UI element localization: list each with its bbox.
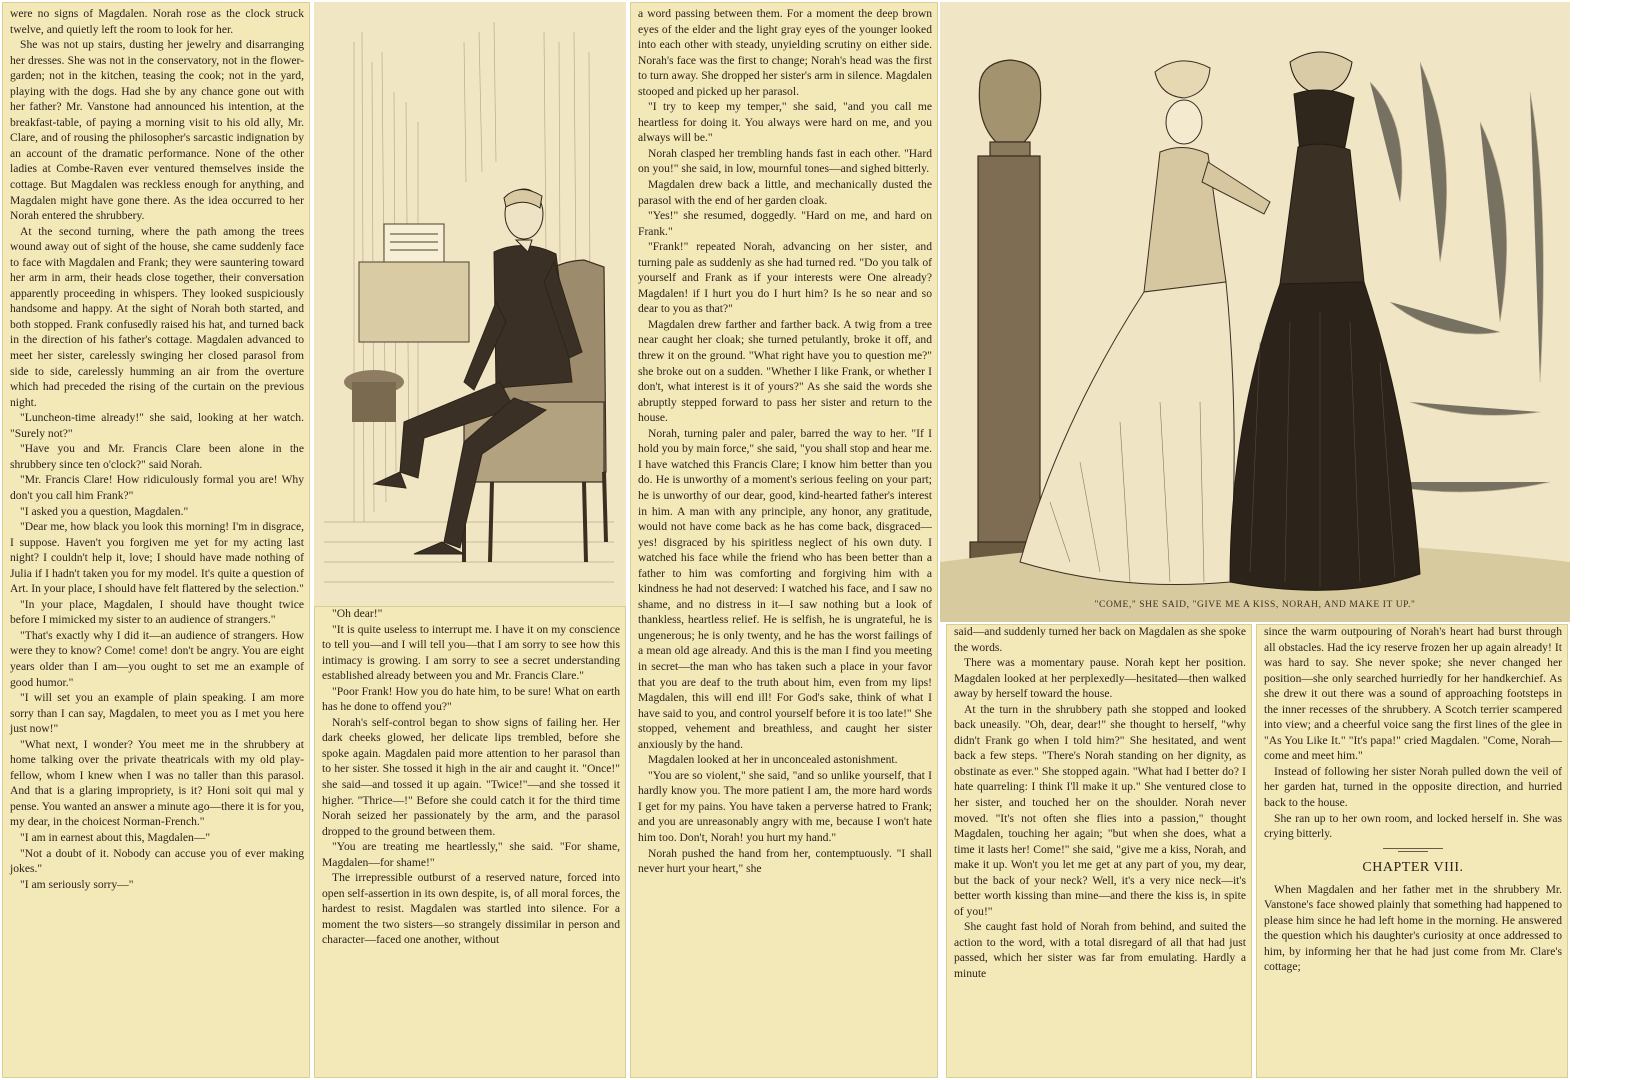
paragraph: At the turn in the shrubbery path she stopped and looked back uneasily. "Oh, dear, dear!" she thought to herself, "why didn't Frank go when I told him?" She hesitated, and went back a few steps. "There's Norah standing on her dignity, as obstinate as ever." She stopped again. "What had I better do? I hate quarreling: I think I'll make it up." She ventured close to her sister, and touched her on the shoulder. Norah never moved. "It's not often she flies into a passion," thought Magdalen, touching her again; "but when she does, what a time it lasts her! Come!" she said, "give me a kiss, Norah, and make it up. Won't you let me get at any part of you, my dear, but the back of your neck? Well, it's a very nice neck—it's better worth kissing than mine—and there the kiss is, in spite of you!" <box>954 702 1246 918</box>
paragraph: Magdalen drew back a little, and mechanically dusted the parasol with the end of her garden cloak. <box>638 178 932 207</box>
paragraph: "I am in earnest about this, Magdalen—" <box>20 830 211 844</box>
paragraph: a word passing between them. For a moment the deep brown eyes of the elder and the light gray eyes of the younger looked into each other with steady, unyielding scrutiny on either side. Norah's face was the first to change; Norah's head was the first to turn away. She dropped her sister's arm in silence. Magdalen stooped and picked up her parasol. <box>638 7 932 98</box>
text-column-5 <box>1256 624 1568 1078</box>
section-rule <box>1383 848 1443 849</box>
text-column-2 <box>314 606 626 1078</box>
paragraph: The irrepressible outburst of a reserved nature, forced into open self-assertion in its own despite, is, of all moral forces, the hardest to resist. Magdalen was startled into silence. For a moment the two sisters—so strangely dissimilar in person and character—faced one another, without <box>322 871 620 947</box>
paragraph: "Yes!" she resumed, doggedly. "Hard on me, and hard on Frank." <box>638 209 932 238</box>
paragraph: At the second turning, where the path among the trees wound away out of sight of the house, she came suddenly face to face with Magdalen and Frank; they were sauntering toward her arm in arm, their heads close together, their conversation apparently proceeding in whispers. They looked suspiciously handsome and happy. At the sight of Norah both started, and both stopped. Frank confusedly raised his hat, and turned back in the direction of his father's cottage. Magdalen advanced to meet her sister, carelessly swinging her closed parasol from side to side, carelessly humming an air from the overture which had preceded the rising of the curtain on the previous night. <box>10 224 304 409</box>
section-rule-short <box>1398 851 1428 852</box>
paragraph: "I try to keep my temper," she said, "and you call me heartless for doing it. You always were hard on me, and you always will be." <box>638 100 932 145</box>
text-column-4 <box>946 624 1252 1078</box>
column-4-paragraphs <box>954 624 1246 982</box>
column-5-paragraphs <box>1264 624 1562 842</box>
seated-man-engraving <box>314 2 626 606</box>
paragraph: "I asked you a question, Magdalen." <box>20 504 189 518</box>
paragraph: "I will set you an example of plain speaking. I am more sorry than I can say, Magdalen, to meet you as I met you here just now!" <box>10 691 304 736</box>
column-1-paragraphs <box>10 6 304 892</box>
column-2-paragraphs <box>322 606 620 948</box>
paragraph: She caught fast hold of Norah from behind, and suited the action to the word, with a total disregard of all that had just passed, which her sister was far from emulating. Hardly a minute <box>954 920 1246 981</box>
illustration-two-women <box>940 2 1570 622</box>
paragraph: "I am seriously sorry—" <box>20 877 134 891</box>
paragraph: "Mr. Francis Clare! How ridiculously formal you are! Why don't you call him Frank?" <box>10 473 304 502</box>
paragraph: There was a momentary pause. Norah kept her position. Magdalen looked at her perplexedly—hesitated—then walked away by herself toward the house. <box>954 656 1246 701</box>
two-women-engraving <box>940 2 1570 622</box>
paragraph: Norah's self-control began to show signs of failing her. Her dark cheeks glowed, her delicate lips trembled, before she spoke again. Magdalen paid more attention to her parasol than to her sister. She tossed it high in the air and caught it. "Once!" she said—and tossed it up again. "Twice!"—and she tossed it higher. "Thrice—!" Before she could catch it for the third time Norah seized her passionately by the arm, and the parasol dropped to the ground between them. <box>322 715 620 838</box>
text-column-1 <box>2 2 310 1078</box>
paragraph: were no signs of Magdalen. Norah rose as the clock struck twelve, and quietly left the room to look for her. <box>10 7 304 36</box>
paragraph: Norah pushed the hand from her, contemptuously. "I shall never hurt your heart," she <box>638 846 932 876</box>
paragraph: Magdalen looked at her in unconcealed astonishment. <box>648 753 898 767</box>
paragraph: "You are so violent," she said, "and so unlike yourself, that I hardly know you. The more patient I am, the more hard words I get for my pains. You have taken a perverse hatred to Frank; and you are unreasonably angry with me, because I won't hate him too. Don't, Norah! you hurt my hand." <box>638 768 932 844</box>
paragraph: said—and suddenly turned her back on Magdalen as she spoke the words. <box>954 625 1246 654</box>
paragraph: Norah, turning paler and paler, barred the way to her. "If I hold you by main force," she said, "you shall stop and hear me. I have watched this Francis Clare; I know him better than you do. He is unworthy of a moment's serious feeling on your part; he is unworthy of our dear, good, kind-hearted father's interest in him. A man with any principle, any honor, any gratitude, would not have come back as he has come back, disgraced—yes! disgraced by his spiritless neglect of his own duty. I watched his face while the friend who has been better than a father to him was comforting and forgiving him with a kindness he had not deserved: I watched his face, and I saw no shame, and no distress in it—I saw nothing but a look of thankless, heartless relief. He is selfish, he is ungrateful, he is ungenerous; he is only twenty, and he has the worst failings of a mean old age already. And this is the man I find you meeting in secret—the man who has taken such a place in your favor that you are deaf to the truth about him, even from my lips! Magdalen, this will end ill! For God's sake, think of what I have said to you, and control yourself before it is too late!" She stopped, vehement and breathless, and caught her sister anxiously by the hand. <box>638 426 932 751</box>
paragraph: When Magdalen and her father met in the shrubbery Mr. Vanstone's face showed plainly that something had happened to please him since he had left home in the morning. He answered the question which his daughter's curiosity at once addressed to him, by informing her that he had just come from Mr. Clare's cottage; <box>1264 882 1562 974</box>
illustration-seated-man <box>314 2 626 606</box>
paragraph: "Luncheon-time already!" she said, looking at her watch. "Surely not?" <box>10 411 304 440</box>
paragraph: "You are treating me heartlessly," she said. "For shame, Magdalen—for shame!" <box>322 840 620 869</box>
paragraph: "Have you and Mr. Francis Clare been alone in the shrubbery since ten o'clock?" said Norah. <box>10 442 304 471</box>
paragraph: "Frank!" repeated Norah, advancing on her sister, and turning pale as suddenly as she had turned red. "Do you talk of yourself and Frank as if your interests were One already? Magdalen! if I hurt you do I hurt him? Is he so near and so dear to you as that?" <box>638 240 932 316</box>
paragraph: since the warm outpouring of Norah's heart had burst through all obstacles. Had the icy reserve frozen her up again already! It was hard to say. She never spoke; she never changed her position—she only searched hurriedly for her handkerchief. As she drew it out there was a sound of approaching footsteps in the inner recesses of the shrubbery. A Scotch terrier scampered into view; and a cheerful voice sang the first lines of the glee in "As You Like It." "It's papa!" cried Magdalen. "Come, Norah—come and meet him." <box>1264 625 1562 763</box>
paragraph: Norah clasped her trembling hands fast in each other. "Hard on you!" she said, in low, mournful tones—and sighed bitterly. <box>638 146 932 176</box>
column-3-paragraphs <box>638 6 932 877</box>
paragraph: "In your place, Magdalen, I should have thought twice before I mimicked my sister to an audience of strangers." <box>10 597 304 627</box>
paragraph: "Not a doubt of it. Nobody can accuse you of ever making jokes." <box>10 846 304 876</box>
text-column-3 <box>630 2 938 1078</box>
paragraph: Instead of following her sister Norah pulled down the veil of her garden hat, turned in the opposite direction, and hurried back to the house. <box>1264 764 1562 810</box>
paragraph: "That's exactly why I did it—an audience of strangers. How were they to know? Come! come! don't be angry. You are eight years older than I am—you ought to set me an example of good humor." <box>10 628 304 689</box>
paragraph: Magdalen drew farther and farther back. A twig from a tree near caught her cloak; she turned petulantly, broke it off, and threw it on the ground. "What right have you to question me?" she broke out on a sudden. "Whether I like Frank, or whether I don't, what interest is it of yours?" As she said the words she abruptly stepped forward to pass her sister and return to the house. <box>638 317 932 425</box>
paragraph: "Oh dear!" <box>332 607 383 620</box>
paragraph: "Poor Frank! How you do hate him, to be sure! What on earth has he done to offend you?" <box>322 684 620 714</box>
paragraph: "What next, I wonder? You meet me in the shrubbery at home talking over the private theatricals with my old play-fellow, whom I knew when I was no taller than this parasol. And that is a glaring impropriety, is it? Honi soit qui mal y pense. You wanted an answer a minute ago—there it is for you, my dear, in the choicest Norman-French." <box>10 737 304 829</box>
column-5-chapter-paragraphs <box>1264 882 1562 975</box>
paragraph: "It is quite useless to interrupt me. I have it on my conscience to tell you—and I will tell you—that I am sorry to see how this intimacy is growing. I am sorry to see a secret understanding established already between you and Mr. Francis Clare." <box>322 622 620 683</box>
paragraph: She ran up to her own room, and locked herself in. She was crying bitterly. <box>1264 811 1562 841</box>
illustration-caption: "COME," SHE SAID, "GIVE ME A KISS, NORAH, AND MAKE IT UP." <box>1094 600 1416 610</box>
paragraph: She was not up stairs, dusting her jewelry and disarranging her dresses. She was not in the conservatory, not in the flower-garden; not in the kitchen, teasing the cook; not in the yard, playing with the dogs. Had she by any chance gone out with her father? Mr. Vanstone had announced his intention, at the breakfast-table, of paying a morning visit to his old ally, Mr. Clare, and of rousing the philosopher's sarcastic indignation by an account of the dramatic performance. None of the other ladies at Combe-Raven ever ventured themselves inside the cottage. But Magdalen was reckless enough for anything, and Magdalen might have gone there. As the idea occurred to her Norah entered the shrubbery. <box>10 38 304 223</box>
chapter-heading: CHAPTER VIII. <box>1362 859 1464 875</box>
paragraph: "Dear me, how black you look this morning! I'm in disgrace, I suppose. Haven't you forgiven me yet for my acting last night? I couldn't help it, love; I should have made nothing of Julia if I hadn't taken you for my model. It's quite a question of Art. In your place, I should have felt flattered by the selection." <box>10 520 304 596</box>
